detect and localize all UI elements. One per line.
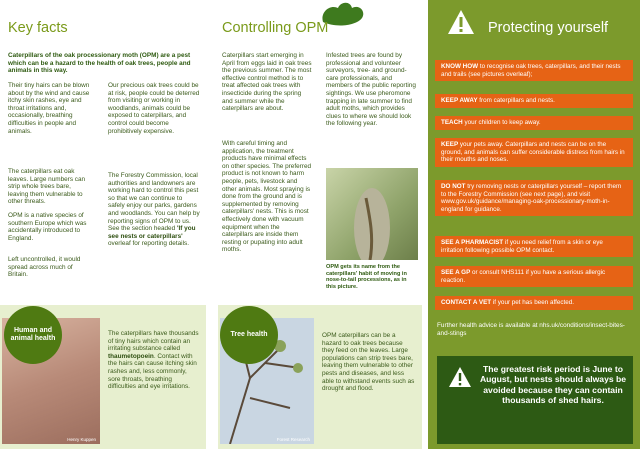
key-facts-p5: Our precious oak trees could be at risk, people could be deterred from visiting or working in woodlands, animals could be exposed to caterpillars, and control could become prohibitively expensive. [108, 82, 200, 135]
warning-item: KEEP your pets away. Caterpillars and nests can be on the ground, and animals can suffer considerable distress from hairs in their mouths and noses. [435, 138, 633, 167]
human-health-badge: Human and animal health [4, 306, 62, 364]
warning-item: SEE A GP or consult NHS111 if you have a serious allergic reaction. [435, 266, 633, 287]
key-facts-title: Key facts [8, 20, 68, 36]
warning-item: KNOW HOW to recognise oak trees, caterpillars, and their nests and trails (see pictures overleaf); [435, 60, 633, 81]
warning-icon [446, 8, 476, 36]
warning-item: SEE A PHARMACIST if you need relief from a skin or eye irritation following possible OPM contact. [435, 236, 633, 257]
controlling-title: Controlling OPM [222, 20, 329, 36]
warning-icon [448, 366, 472, 388]
key-facts-p1: Their tiny hairs can be blown about by the wind and cause itchy skin rashes, eye and throat irritations and, occasionally, breathing difficulties in people and animals. [8, 82, 90, 135]
warning-item: TEACH your children to keep away. [435, 116, 633, 130]
warning-item: KEEP AWAY from caterpillars and nests. [435, 94, 633, 108]
warning-item: DO NOT try removing nests or caterpillars yourself – report them to the Forestry Commission (see next page), and visit www.gov.uk/guidance/managing-oak-processionary-moth-in-england for guidance. [435, 180, 633, 216]
photo-credit: Henry Kuppen [67, 437, 96, 442]
health-advice-text: Further health advice is available at nhs.uk/conditions/insect-bites-and-stings [437, 322, 625, 337]
key-facts-intro: Caterpillars of the oak processionary moth (OPM) are a pest which can be a hazard to the health of oak trees, people and animals in this way. [8, 52, 191, 75]
controlling-p1: Caterpillars start emerging in April from eggs laid in oak trees the previous summer. The most effective control method is to treat affected oak trees with insecticide during the spring and summer while the caterpillars are about. [222, 52, 312, 113]
warning-item: CONTACT A VET if your pet has been affected. [435, 296, 633, 310]
tree-health-badge: Tree health [220, 306, 278, 364]
tree-health-text: OPM caterpillars can be a hazard to oak trees because they feed on the leaves. Large populations can strip trees bare, leaving them vulnerable to other pests and diseases, and less able to withstand events such as drought and flood. [322, 332, 415, 393]
procession-photo [326, 168, 418, 260]
photo-credit: Forest Research [276, 437, 310, 442]
controlling-p3: Infested trees are found by professional and volunteer surveyors, tree- and ground-care professionals, and members of the public reporting sightings. We use pheromone trapping in late summer to find adult moths, which provides clues to where we should look the following year. [326, 52, 416, 128]
risk-period-text: The greatest risk period is June to August, but nests should always be avoided because they can contain thousands of shed hairs. [479, 364, 627, 406]
key-facts-p3: OPM is a native species of southern Europe which was accidentally introduced to England. [8, 212, 87, 242]
controlling-p2: With careful timing and application, the treatment products have minimal effects on other species. The preferred product is not known to harm people, pets, livestock and other animals. Most spraying is done from the ground and is supplemented by removing caterpillars' nests. This is most effectively done with vacuum equipment when the caterpillars are inside them resting or pupating into adult moths. [222, 140, 312, 254]
human-health-text: The caterpillars have thousands of tiny hairs which contain an irritating substance called thaumetopoein. Contact with the hairs can cause itching skin rashes and, less commonly, sore throats, breathing difficulties and eye irritations. [108, 330, 199, 391]
key-facts-p4: Left uncontrolled, it would spread across much of Britain. [8, 256, 81, 279]
procession-caption: OPM gets its name from the caterpillars' habit of moving in nose-to-tail processions, as in this picture. [326, 264, 407, 290]
key-facts-p6: The Forestry Commission, local authorities and landowners are working hard to control this pest so that we can continue to safely enjoy our parks, gardens and woodlands. You can help by reporting signs of OPM to us. See the section headed 'If you see nests or caterpillars' overleaf for reporting details. [108, 172, 200, 248]
key-facts-p2: The caterpillars eat oak leaves. Large numbers can strip whole trees bare, leaving them vulnerable to other threats. [8, 168, 86, 206]
protecting-title: Protecting yourself [488, 20, 609, 36]
